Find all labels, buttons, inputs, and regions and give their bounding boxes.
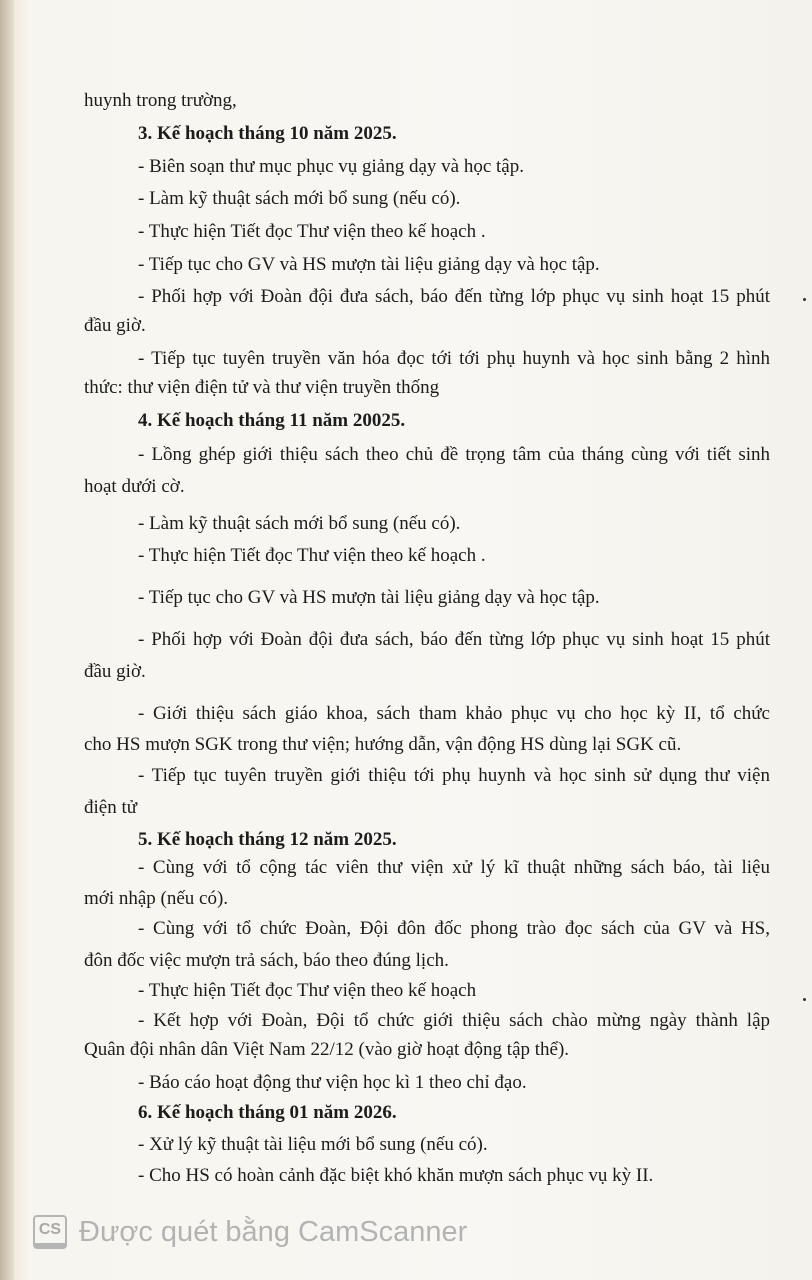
text-line: điện tử	[84, 797, 138, 818]
text-line: - Thực hiện Tiết đọc Thư viện theo kế hoạch .	[138, 221, 486, 242]
text-line: đầu giờ.	[84, 315, 146, 336]
text-line: - Lồng ghép giới thiệu sách theo chủ đề trọng tâm của tháng cùng với tiết sinh	[138, 444, 770, 465]
text-line: - Báo cáo hoạt động thư viện học kì 1 theo chỉ đạo.	[138, 1072, 527, 1093]
text-line: - Biên soạn thư mục phục vụ giảng dạy và học tập.	[138, 156, 524, 177]
text-line: - Thực hiện Tiết đọc Thư viện theo kế hoạch .	[138, 545, 486, 566]
text-line: hoạt dưới cờ.	[84, 476, 185, 497]
text-line: đầu giờ.	[84, 661, 146, 682]
text-line: - Tiếp tục cho GV và HS mượn tài liệu giảng dạy và học tập.	[138, 587, 600, 608]
text-line: thức: thư viện điện tử và thư viện truyền thống	[84, 377, 440, 398]
text-line: - Cùng với tổ cộng tác viên thư viện xử lý kĩ thuật những sách báo, tài liệu	[138, 857, 770, 878]
text-line: đôn đốc việc mượn trả sách, báo theo đúng lịch.	[84, 950, 449, 971]
text-line: - Phối hợp với Đoàn đội đưa sách, báo đến từng lớp phục vụ sinh hoạt 15 phút	[138, 286, 770, 307]
text-line: - Phối hợp với Đoàn đội đưa sách, báo đến từng lớp phục vụ sinh hoạt 15 phút	[138, 629, 770, 650]
text-line: - Tiếp tục tuyên truyền giới thiệu tới phụ huynh và học sinh sử dụng thư viện	[138, 765, 770, 786]
text-line: huynh trong trường,	[84, 90, 237, 111]
text-line: - Tiếp tục cho GV và HS mượn tài liệu giảng dạy và học tập.	[138, 254, 600, 275]
text-line: - Tiếp tục tuyên truyền văn hóa đọc tới tới phụ huynh và học sinh bằng 2 hình	[138, 348, 770, 369]
camscanner-logo-icon: CS	[33, 1215, 67, 1249]
text-line: - Kết hợp với Đoàn, Đội tổ chức giới thiệu sách chào mừng ngày thành lập	[138, 1010, 770, 1031]
text-line: - Làm kỹ thuật sách mới bổ sung (nếu có).	[138, 188, 461, 209]
text-line: - Xử lý kỹ thuật tài liệu mới bổ sung (nếu có).	[138, 1134, 488, 1155]
scan-speck	[803, 298, 806, 301]
text-line: mới nhập (nếu có).	[84, 888, 229, 909]
text-line: - Làm kỹ thuật sách mới bổ sung (nếu có).	[138, 513, 461, 534]
section-heading: 6. Kế hoạch tháng 01 năm 2026.	[138, 1102, 397, 1123]
camscanner-watermark	[33, 1215, 467, 1249]
text-line: cho HS mượn SGK trong thư viện; hướng dẫn, vận động HS dùng lại SGK cũ.	[84, 734, 682, 755]
text-line: - Cho HS có hoàn cảnh đặc biệt khó khăn mượn sách phục vụ kỳ II.	[138, 1165, 654, 1186]
section-heading: 4. Kế hoạch tháng 11 năm 20025.	[138, 410, 406, 431]
text-line: - Cùng với tổ chức Đoàn, Đội đôn đốc phong trào đọc sách của GV và HS,	[138, 918, 770, 939]
section-heading: 3. Kế hoạch tháng 10 năm 2025.	[138, 123, 397, 144]
text-line: - Giới thiệu sách giáo khoa, sách tham khảo phục vụ cho học kỳ II, tổ chức	[138, 703, 770, 724]
scan-speck	[803, 998, 806, 1001]
page-edge-shadow	[0, 0, 14, 1280]
text-line: - Thực hiện Tiết đọc Thư viện theo kế hoạch	[138, 980, 477, 1001]
watermark-text: Được quét bằng CamScanner	[79, 1215, 468, 1248]
text-line: Quân đội nhân dân Việt Nam 22/12 (vào giờ hoạt động tập thể).	[84, 1039, 570, 1060]
section-heading: 5. Kế hoạch tháng 12 năm 2025.	[138, 829, 397, 850]
